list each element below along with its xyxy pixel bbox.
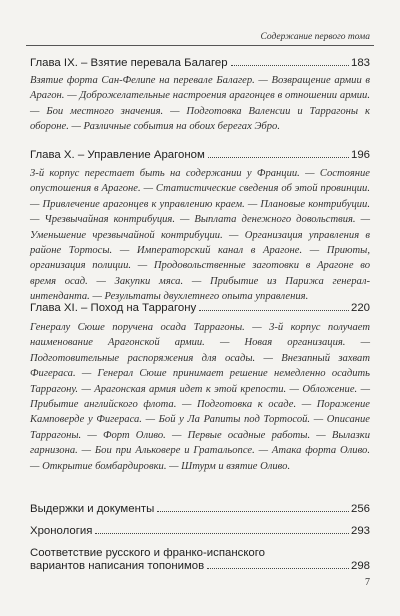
header-rule (26, 45, 374, 46)
chapter-summary: 3-й корпус перестает быть на содержании у Франции. — Состояние опустошения в Арагоне. — Статистические сведения об этой провинции. — Привлечение арагонцев к управлению краем. — Плановые контрибуции. — Чрезвычайная контрибуция. — Выплата денежного довольствия. — Уменьшение чрезвычайной контрибуции. — Организация управления в районе Тортосы. — Императорский канал в Арагоне. — Приюты, организация полиции. — Продовольственные заготовки в Арагоне во время осад. — Закупки мяса. — Прибытие из Парижа генерал-интенданта. — Результаты двухлетнего опыта управления. (30, 168, 370, 303)
toc-entry-documents[interactable] (30, 503, 370, 515)
dot-leader (207, 568, 349, 569)
dot-leader (231, 64, 349, 66)
toc-entry-chapter-11[interactable] (30, 302, 370, 314)
toc-entry-chapter-9[interactable] (30, 57, 370, 69)
toc-entry-chapter-10[interactable] (30, 149, 370, 161)
dot-leader (157, 511, 349, 512)
page-number: 7 (365, 577, 370, 588)
chapter-summary: Генералу Сюше поручена осада Таррагоны. — 3-й корпус получает наименование Арагонской армии. — Новая организация. — Подготовительные распоряжения для осады. — Внезапный захват Фигераса. — Генерал Сюше принимает решение немедленно осадить Таррагону. — Арагонская армия идет к этой крепости. — Обложение. — Прибытие английского флота. — Подготовка к осаде. — Поражение Камповерде у Фигераса. — Бой у Ла Рапиты под Тортосой. — Описание Таррагоны. — Форт Оливо. — Первые осадные работы. — Вылазки гарнизона. — Бои при Альковере и Гратальопсе. — Атака форта Оливо. — Открытие бомбардировки. — Штурм и взятие Оливо. (30, 322, 370, 472)
entry-page: 293 (350, 525, 370, 537)
entry-title-line2: вариантов написания топонимов (30, 560, 205, 572)
toc-entry-toponyms[interactable] (30, 547, 370, 572)
entry-title-line1: Соответствие русского и франко-испанского (30, 547, 266, 559)
chapter-page: 183 (350, 57, 370, 69)
chapter-title: Глава X. – Управление Арагоном (30, 149, 205, 161)
entry-page: 256 (350, 503, 370, 515)
chapter-title: Глава IX. – Взятие перевала Балагер (30, 57, 228, 69)
dot-leader (199, 309, 349, 311)
entry-title: Выдержки и документы (30, 503, 155, 515)
chapter-page: 220 (350, 302, 370, 314)
dot-leader (95, 533, 349, 534)
toc-entry-chronology[interactable] (30, 525, 370, 537)
chapter-summary: Взятие форта Сан-Фелипе на перевале Балагер. — Возвращение армии в Арагон. — Доброжелательные настроения арагонцев в отношении армии. — Бои местного значения. — Подготовка Валенсии и Таррагоны к обороне. — Различные события на обоих берегах Эбро. (30, 75, 370, 133)
entry-title: Хронология (30, 525, 93, 537)
chapter-title: Глава XI. – Поход на Таррагону (30, 302, 197, 314)
running-head: Содержание первого тома (260, 32, 370, 42)
entry-page: 298 (350, 560, 370, 572)
chapter-page: 196 (350, 149, 370, 161)
dot-leader (208, 156, 349, 158)
